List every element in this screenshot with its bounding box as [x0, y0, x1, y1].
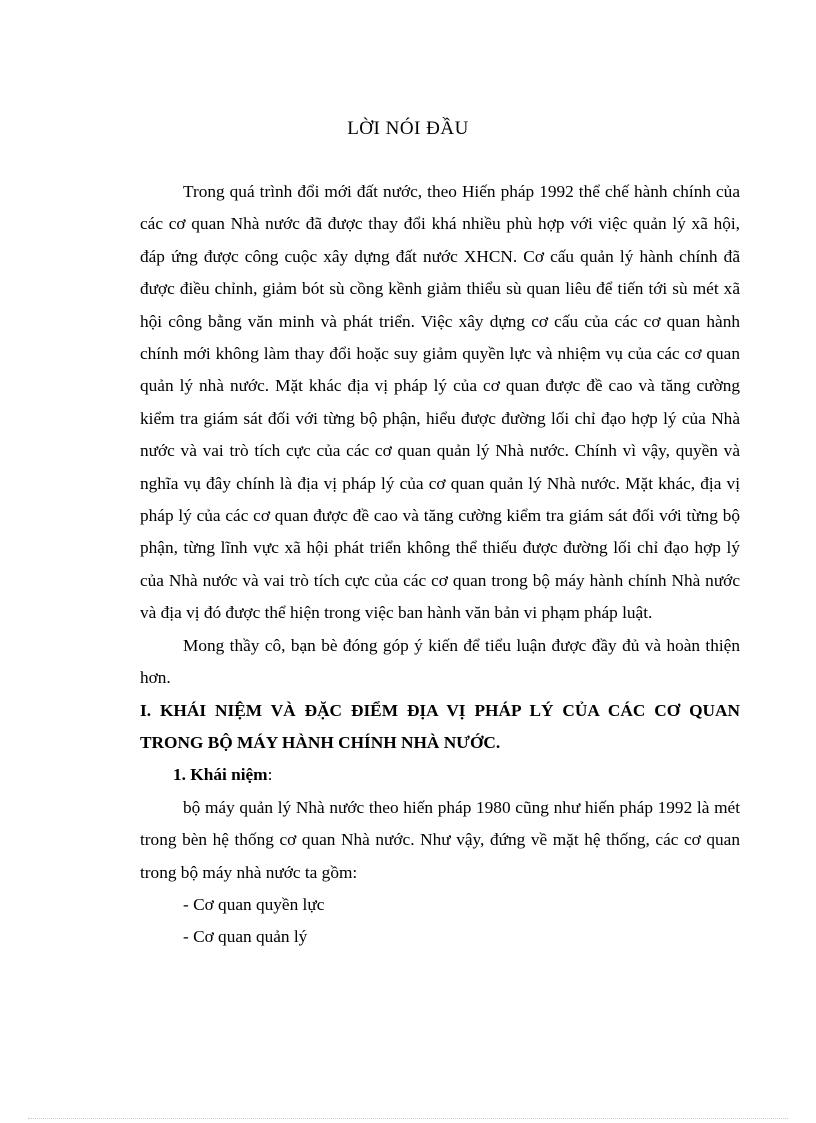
page-bottom-divider: [28, 1118, 788, 1119]
document-body: [140, 176, 740, 954]
subsection-paragraph: bộ máy quản lý Nhà nước theo hiến pháp 1980 cũng như hiến pháp 1992 là mét trong bèn hệ thống cơ quan Nhà nước. Như vậy, đứng về mặt hệ thống, các cơ quan trong bộ máy nhà nước ta gồm:: [140, 797, 740, 882]
subsection-heading: [140, 759, 740, 791]
subsection-label: 1. Khái niệm: [173, 765, 268, 785]
closing-paragraph: Mong thầy cô, bạn bè đóng góp ý kiến để tiểu luận được đầy đủ và hoàn thiện hơn.: [140, 635, 740, 688]
list-item: - Cơ quan quản lý: [183, 927, 308, 947]
section-heading: I. KHÁI NIỆM VÀ ĐẶC ĐIỂM ĐỊA VỊ PHÁP LÝ CỦA CÁC CƠ QUAN TRONG BỘ MÁY HÀNH CHÍNH NHÀ NƯỚC.: [140, 700, 740, 752]
page-title: LỜI NÓI ĐẦU: [347, 118, 469, 139]
list-item: - Cơ quan quyền lực: [183, 894, 325, 914]
subsection-suffix: :: [267, 765, 273, 785]
intro-paragraph: Trong quá trình đổi mới đất nước, theo Hiến pháp 1992 thể chế hành chính của các cơ quan Nhà nước đã được thay đổi khá nhiều phù hợp với việc quản lý xã hội, đáp ứng được công cuộc xây dựng đất nước XHCN. Cơ cấu quản lý hành chính đã được điều chỉnh, giảm bót sù cồng kềnh giảm thiểu sù quan liêu để tiến tới sù mét xã hội công bằng văn minh và phát triển. Việc xây dựng cơ cấu của các cơ quan hành chính mới không làm thay đổi hoặc suy giảm quyền lực và nhiệm vụ của các cơ quan quản lý nhà nước. Mặt khác địa vị pháp lý của cơ quan được đề cao và tăng cường kiểm tra giám sát đối với từng bộ phận, hiểu được đường lối chỉ đạo hợp lý của Nhà nước và vai trò tích cực của các cơ quan quản lý Nhà nước. Chính vì vậy, quyền và nghĩa vụ đây chính là địa vị pháp lý của cơ quan quản lý Nhà nước. Mặt khác, địa vị pháp lý của các cơ quan được đề cao và tăng cường kiểm tra giám sát đối với từng bộ phận, từng lĩnh vực xã hội phát triển không thể thiếu được đường lối chỉ đạo hợp lý của Nhà nước và vai trò tích cực của các cơ quan trong bộ máy hành chính Nhà nước và địa vị đó được thể hiện trong việc ban hành văn bản vi phạm pháp luật.: [140, 182, 740, 623]
